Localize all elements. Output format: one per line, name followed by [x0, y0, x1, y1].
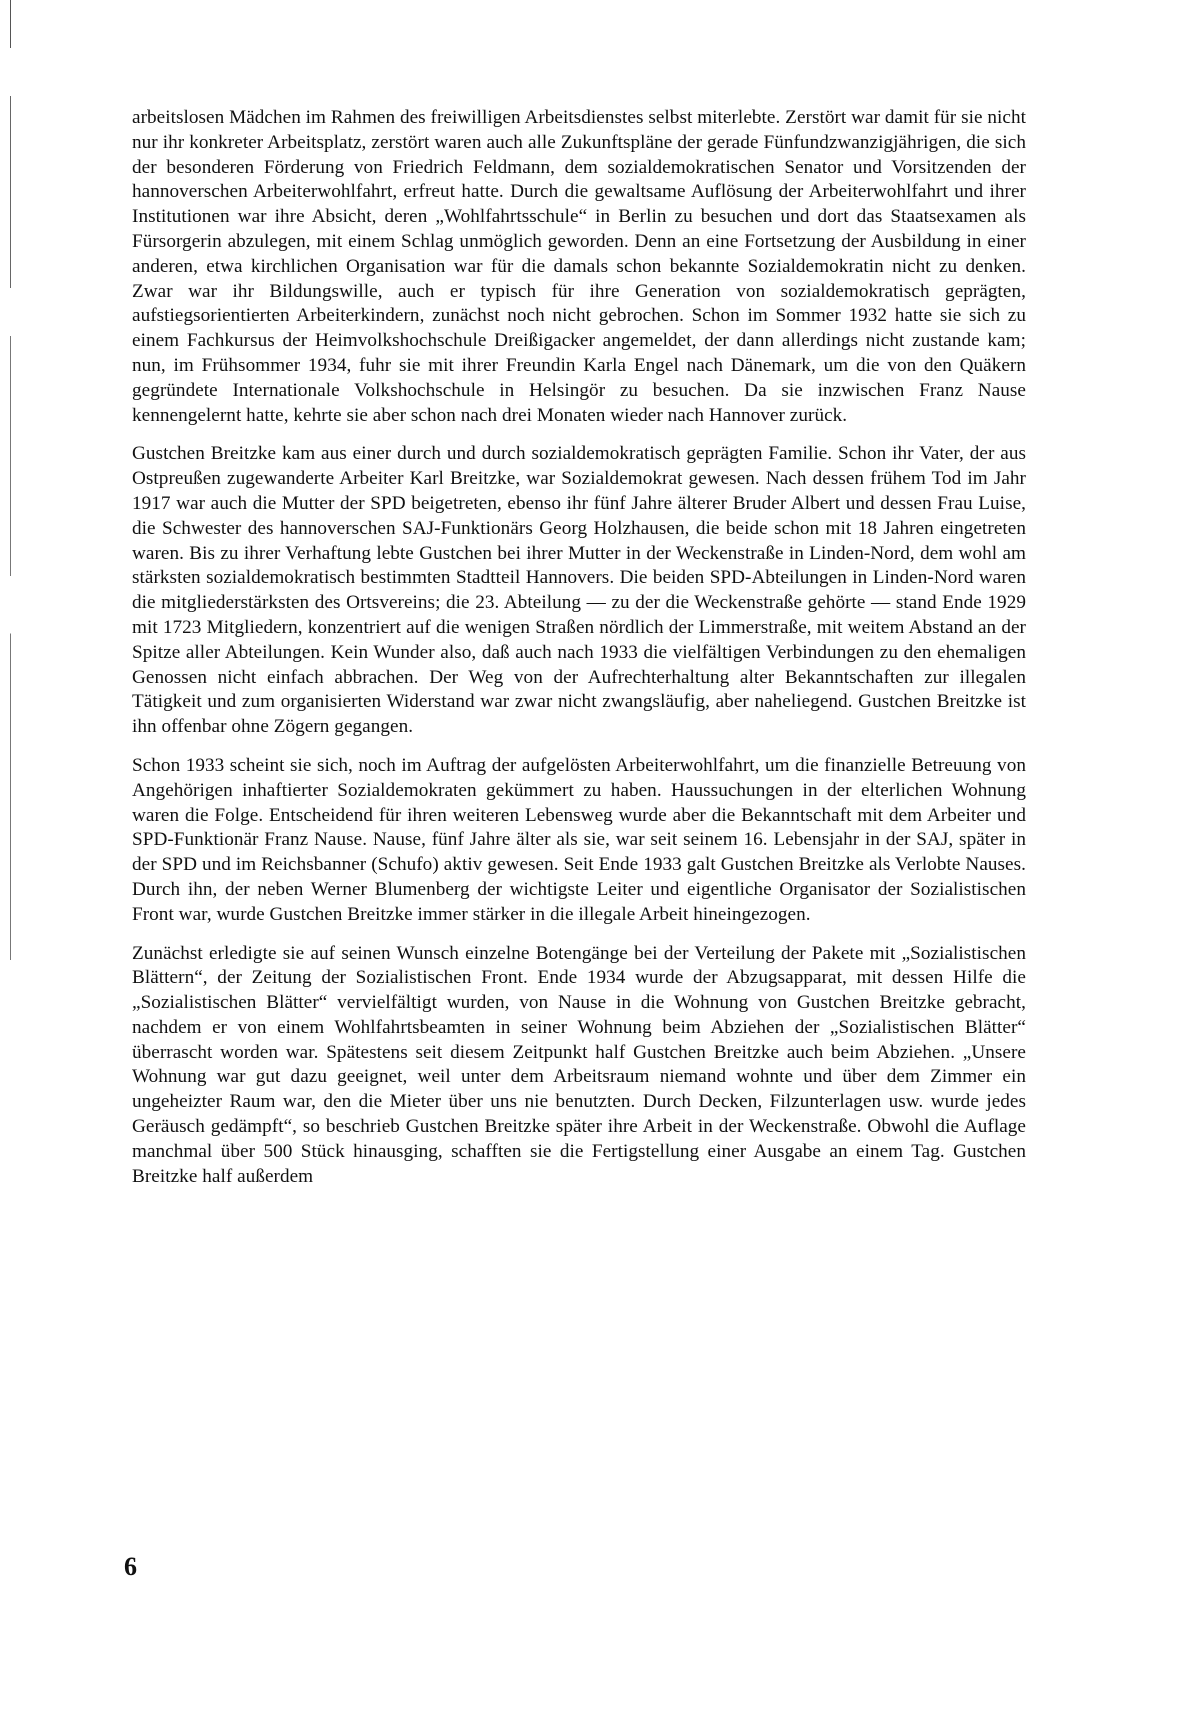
paragraph-3: Schon 1933 scheint sie sich, noch im Auftrag der aufgelösten Arbeiterwohlfahrt, um die finanzielle Betreuung von Angehörigen inhaftierter Sozialdemokraten gekümmert zu haben. Haussuchungen in der elterlichen Wohnung waren die Folge. Entscheidend für ihren weiteren Lebensweg wurde aber die Bekanntschaft mit dem Arbeiter und SPD-Funktionär Franz Nause. Nause, fünf Jahre älter als sie, war seit seinem 16. Lebensjahr in der SAJ, später in der SPD und im Reichsbanner (Schufo) aktiv gewesen. Seit Ende 1933 galt Gustchen Breitzke als Verlobte Nauses. Durch ihn, der neben Werner Blumenberg der wichtigste Leiter und eigentliche Organisator der Sozialistischen Front war, wurde Gustchen Breitzke immer stärker in die illegale Arbeit hineingezogen. [132, 754, 1026, 925]
page-body [132, 106, 1026, 1203]
scan-edge-line [10, 0, 11, 960]
paragraph-2: Gustchen Breitzke kam aus einer durch und durch sozialdemokratisch geprägten Familie. Schon ihr Vater, der aus Ostpreußen zugewanderte Arbeiter Karl Breitzke, war Sozialdemokrat gewesen. Nach dessen frühem Tod im Jahr 1917 war auch die Mutter der SPD beigetreten, ebenso ihr fünf Jahre älterer Bruder Albert und dessen Frau Luise, die Schwester des hannoverschen SAJ-Funktionärs Georg Holzhausen, die beide schon mit 18 Jahren eingetreten waren. Bis zu ihrer Verhaftung lebte Gustchen bei ihrer Mutter in der Weckenstraße in Linden-Nord, dem wohl am stärksten sozialdemokratisch bestimmten Stadtteil Hannovers. Die beiden SPD-Abteilungen in Linden-Nord waren die mitgliederstärksten des Ortsvereins; die 23. Abteilung — zu der die Weckenstraße gehörte — stand Ende 1929 mit 1723 Mitgliedern, konzentriert auf die wenigen Straßen nördlich der Limmerstraße, mit weitem Abstand an der Spitze aller Abteilungen. Kein Wunder also, daß auch nach 1933 die vielfältigen Verbindungen zu den ehemaligen Genossen nicht einfach abbrachen. Der Weg von der Aufrechterhaltung alter Bekanntschaften zur illegalen Tätigkeit und zum organisierten Widerstand war zwar nicht zwangsläufig, aber naheliegend. Gustchen Breitzke ist ihn offenbar ohne Zögern gegangen. [132, 443, 1026, 738]
paragraph-1: arbeitslosen Mädchen im Rahmen des freiwilligen Arbeitsdienstes selbst miterlebte. Zerstört war damit für sie nicht nur ihr konkreter Arbeitsplatz, zerstört waren auch alle Zukunftspläne der gerade Fünfundzwanzigjährigen, die sich der besonderen Förderung von Friedrich Feldmann, dem sozialdemokratischen Senator und Vorsitzenden der hannoverschen Arbeiterwohlfahrt, erfreut hatte. Durch die gewaltsame Auflösung der Arbeiterwohlfahrt und ihrer Institutionen war ihre Absicht, deren „Wohlfahrtsschule“ in Berlin zu besuchen und dort das Staatsexamen als Fürsorgerin abzulegen, mit einem Schlag unmöglich geworden. Denn an eine Fortsetzung der Ausbildung in einer anderen, etwa kirchlichen Organisation war für die damals schon bekannte Sozialdemokratin nicht zu denken. Zwar war ihr Bildungswille, auch er typisch für ihre Generation von sozialdemokratisch geprägten, aufstiegsorientierten Arbeiterkindern, zunächst noch nicht gebrochen. Schon im Sommer 1932 hatte sie sich zu einem Fachkursus der Heimvolkshochschule Dreißigacker angemeldet, der dann allerdings nicht zustande kam; nun, im Frühsommer 1934, fuhr sie mit ihrer Freundin Karla Engel nach Dänemark, um die von den Quäkern gegründete Internationale Volkshochschule in Helsingör zu besuchen. Da sie inzwischen Franz Nause kennengelernt hatte, kehrte sie aber schon nach drei Monaten wieder nach Hannover zurück. [132, 107, 1027, 426]
page-number: 6 [124, 1552, 137, 1581]
paragraph-4: Zunächst erledigte sie auf seinen Wunsch einzelne Botengänge bei der Verteilung der Pakete mit „Sozialistischen Blättern“, der Zeitung der Sozialistischen Front. Ende 1934 wurde der Abzugsapparat, mit dessen Hilfe die „Sozialistischen Blätter“ vervielfältigt wurden, von Nause in die Wohnung von Gustchen Breitzke gebracht, nachdem er von einem Wohlfahrtsbeamten in seiner Wohnung beim Abziehen der „Sozialistischen Blätter“ überrascht worden war. Spätestens seit diesem Zeitpunkt half Gustchen Breitzke auch beim Abziehen. „Unsere Wohnung war gut dazu geeignet, weil unter dem Arbeitsraum niemand wohnte und über dem Zimmer ein ungeheizter Raum war, den die Mieter über uns nie benutzten. Durch Decken, Filzunterlagen usw. wurde jedes Geräusch gedämpft“, so beschrieb Gustchen Breitzke später ihre Arbeit in der Weckenstraße. Obwohl die Auflage manchmal über 500 Stück hinausging, schafften sie die Fertigstellung einer Ausgabe an einem Tag. Gustchen Breitzke half außerdem [132, 942, 1026, 1187]
